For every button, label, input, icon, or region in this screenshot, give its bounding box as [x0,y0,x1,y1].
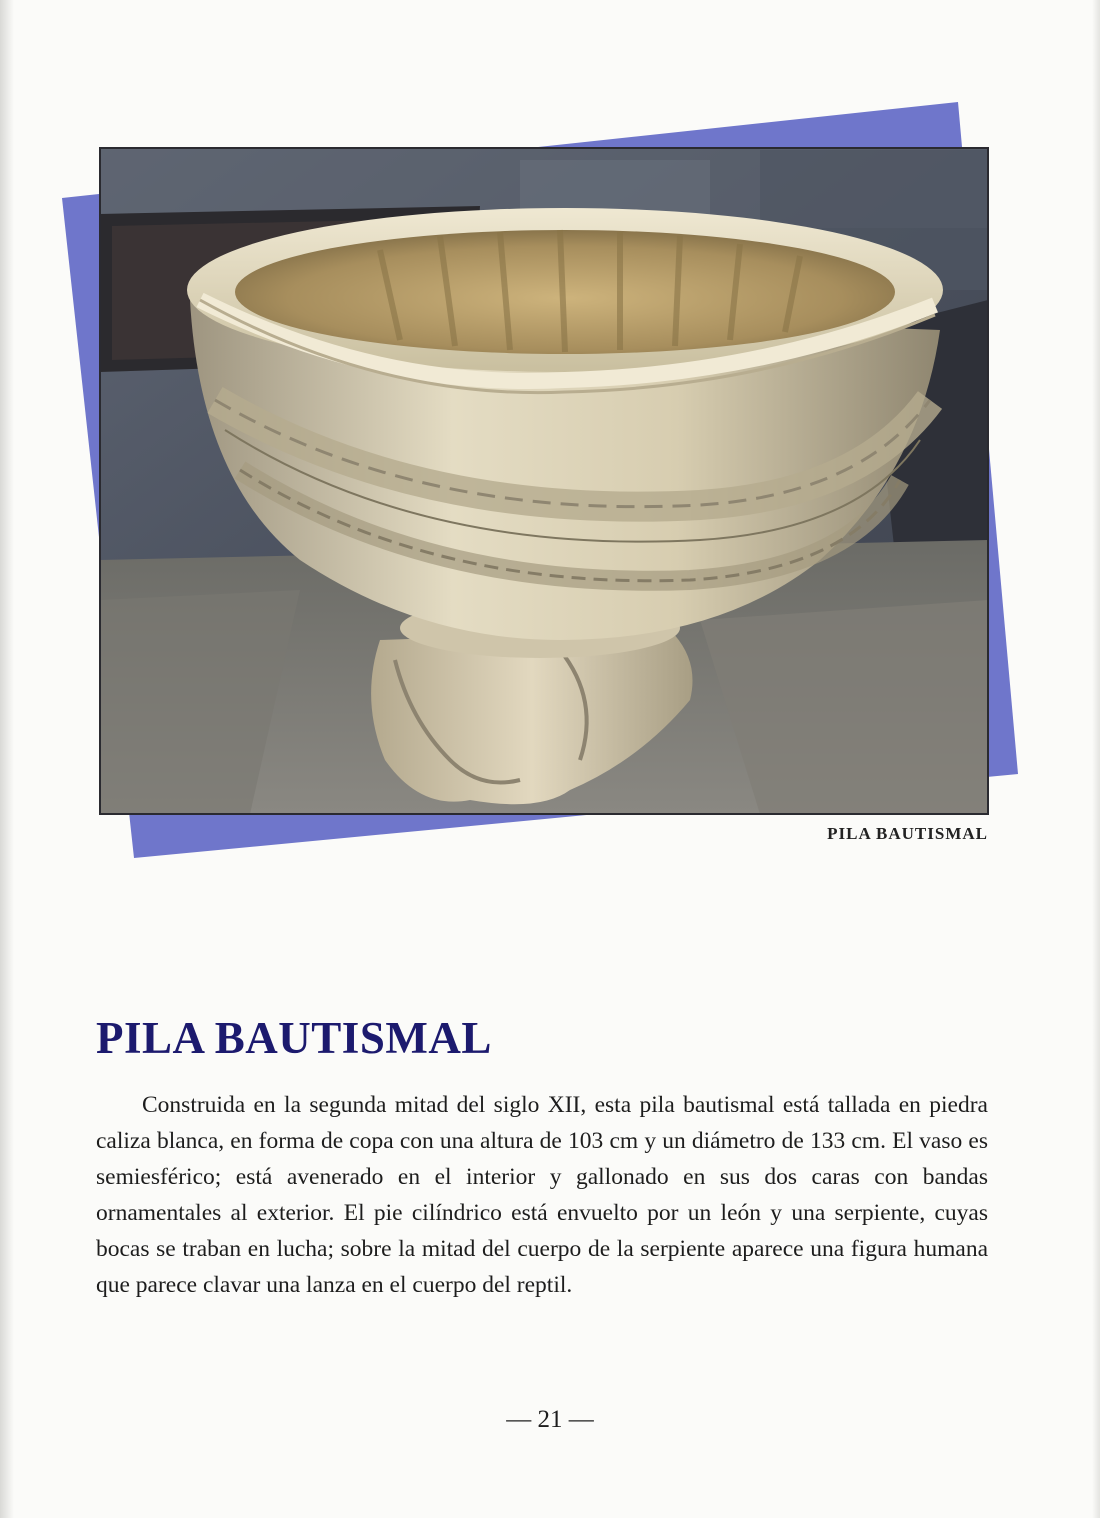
section-title: PILA BAUTISMAL [96,1013,492,1063]
figure-caption: PILA BAUTISMAL [827,824,988,843]
body-paragraph: Construida en la segunda mitad del siglo XII, esta pila bautismal está tallada en piedra caliza blanca, en forma de copa con una altura de 103 cm y un diámetro de 133 cm. El vaso es semiesférico; está avenerado en el interior y gallonado en sus dos caras con bandas ornamentales al exterior. El pie cilíndrico está envuelto por un león y una serpiente, cuyas bocas se traban en lucha; sobre la mitad del cuerpo de la serpiente aparece una figura humana que parece clavar una lanza en el cuerpo del reptil. [96,1092,988,1298]
photo-image [100,148,988,814]
page-number: — 21 — [506,1406,594,1433]
